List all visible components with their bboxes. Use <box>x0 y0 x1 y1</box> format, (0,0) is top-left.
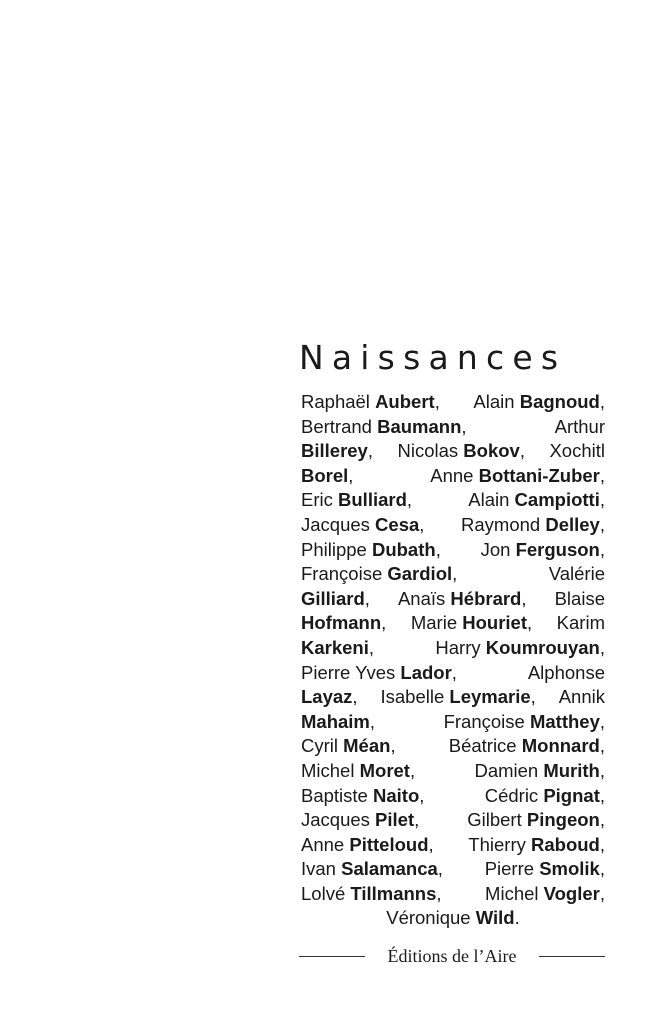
author-last-name: Dubath <box>371 538 436 560</box>
author-name <box>301 488 412 513</box>
separator: , <box>599 391 605 412</box>
author-first-name: Gilbert <box>467 809 522 831</box>
author-list <box>301 390 605 931</box>
author-first-name: Eric <box>301 489 333 511</box>
author-last-name: Layaz <box>301 686 353 708</box>
author-first-name: Véronique <box>386 907 471 929</box>
author-name <box>557 611 605 636</box>
author-line <box>301 882 605 907</box>
author-first-name: Baptiste <box>301 784 368 806</box>
author-last-name: Campiotti <box>514 489 600 511</box>
separator: , <box>428 833 434 855</box>
author-first-name: Karim <box>556 612 605 634</box>
author-name <box>301 833 434 858</box>
author-last-name: Pingeon <box>526 809 600 831</box>
author-last-name: Méan <box>343 735 391 757</box>
author-line <box>301 464 605 489</box>
author-name <box>435 636 605 661</box>
author-line <box>301 488 605 513</box>
author-last-name: Billerey <box>301 440 368 462</box>
author-line <box>301 587 605 612</box>
author-name <box>301 857 443 882</box>
author-last-name: Gilliard <box>301 587 365 609</box>
separator: , <box>599 489 605 511</box>
author-first-name: Lolvé <box>301 882 346 904</box>
separator: , <box>521 587 527 609</box>
author-name <box>485 882 605 907</box>
author-last-name: Bagnoud <box>519 391 600 412</box>
author-first-name: Anaïs <box>397 587 446 609</box>
author-line <box>301 513 605 538</box>
separator: , <box>406 489 413 511</box>
separator: , <box>599 858 605 880</box>
author-name <box>301 661 457 686</box>
author-first-name: Cédric <box>484 784 539 806</box>
right-rule <box>539 956 605 957</box>
separator: , <box>599 464 605 486</box>
author-line <box>301 906 605 931</box>
separator: , <box>599 636 605 658</box>
author-first-name: Xochitl <box>549 440 605 462</box>
author-first-name: Cyril <box>301 735 338 757</box>
author-name <box>398 587 527 612</box>
separator: , <box>451 661 457 683</box>
author-last-name: Bulliard <box>338 489 407 511</box>
author-name <box>301 734 396 759</box>
author-line <box>301 784 605 809</box>
author-name <box>467 808 605 833</box>
author-last-name: Gardiol <box>387 563 453 585</box>
author-line <box>301 636 605 661</box>
author-name <box>485 857 605 882</box>
author-first-name: Michel <box>485 882 539 904</box>
separator: , <box>435 538 441 560</box>
author-name <box>301 538 441 563</box>
author-last-name: Bottani-Zuber <box>478 464 600 486</box>
author-first-name: Valérie <box>548 563 605 585</box>
author-line <box>301 685 605 710</box>
author-last-name: Murith <box>543 759 600 781</box>
author-name <box>468 488 605 513</box>
author-first-name: Thierry <box>468 833 526 855</box>
author-last-name: Mahaim <box>301 710 370 732</box>
author-line <box>301 562 605 587</box>
author-last-name: Pilet <box>375 809 415 831</box>
separator: , <box>436 882 442 904</box>
author-line <box>301 390 605 415</box>
author-name <box>301 439 373 464</box>
separator: , <box>364 587 370 609</box>
author-name <box>301 808 419 833</box>
author-first-name: Jacques <box>301 513 370 535</box>
author-name <box>301 611 386 636</box>
separator: , <box>381 612 387 634</box>
author-last-name: Raboud <box>531 833 600 855</box>
book-title: Naissances <box>299 338 567 377</box>
author-first-name: Raymond <box>461 513 541 535</box>
author-name <box>301 513 424 538</box>
author-last-name: Lador <box>400 661 452 683</box>
separator: , <box>527 612 533 634</box>
author-name <box>301 562 457 587</box>
author-name <box>555 415 605 440</box>
author-first-name: Arthur <box>554 415 605 437</box>
separator: , <box>599 735 605 757</box>
author-name <box>449 734 605 759</box>
separator: , <box>599 809 605 831</box>
separator: , <box>419 513 425 535</box>
separator: , <box>599 882 605 904</box>
author-first-name: Alphonse <box>527 661 605 683</box>
author-last-name: Baumann <box>377 415 462 437</box>
author-name <box>301 710 375 735</box>
author-first-name: Bertrand <box>301 415 372 437</box>
author-name <box>386 906 520 931</box>
author-last-name: Delley <box>545 513 600 535</box>
author-first-name: Harry <box>435 636 481 658</box>
separator: , <box>599 710 605 732</box>
author-last-name: Pitteloud <box>349 833 429 855</box>
separator: , <box>437 858 443 880</box>
separator: , <box>530 686 536 708</box>
author-name <box>444 710 605 735</box>
author-name <box>549 562 605 587</box>
author-first-name: Françoise <box>301 563 383 585</box>
author-last-name: Monnard <box>521 735 600 757</box>
author-last-name: Hofmann <box>301 612 382 634</box>
author-name <box>301 636 374 661</box>
separator: , <box>519 440 525 462</box>
separator: , <box>419 784 425 806</box>
separator: , <box>599 513 605 535</box>
author-last-name: Leymarie <box>449 686 531 708</box>
author-last-name: Salamanca <box>341 858 438 880</box>
separator: , <box>352 686 358 708</box>
author-line <box>301 759 605 784</box>
author-name <box>397 439 525 464</box>
author-last-name: Houriet <box>462 612 527 634</box>
author-name <box>301 587 370 612</box>
author-name <box>485 784 605 809</box>
author-line <box>301 833 605 858</box>
author-name <box>461 513 605 538</box>
author-first-name: Alain <box>473 391 515 412</box>
author-last-name: Wild <box>475 907 515 929</box>
separator: , <box>461 415 467 437</box>
separator: , <box>599 833 605 855</box>
author-first-name: Philippe <box>301 538 367 560</box>
author-first-name: Jon <box>480 538 511 560</box>
author-name <box>528 661 605 686</box>
author-last-name: Bokov <box>463 440 520 462</box>
author-name <box>430 464 605 489</box>
author-line <box>301 661 605 686</box>
author-line <box>301 857 605 882</box>
author-first-name: Jacques <box>301 809 370 831</box>
author-name <box>481 538 605 563</box>
author-name <box>301 784 424 809</box>
author-name <box>301 759 415 784</box>
separator: , <box>367 440 373 462</box>
author-line <box>301 710 605 735</box>
separator: , <box>452 563 458 585</box>
separator: , <box>599 538 605 560</box>
author-name <box>474 759 605 784</box>
author-name <box>549 439 605 464</box>
author-first-name: Damien <box>474 759 539 781</box>
author-name <box>559 685 605 710</box>
author-line <box>301 808 605 833</box>
author-first-name: Alain <box>468 489 510 511</box>
author-name <box>301 882 442 907</box>
author-first-name: Anne <box>301 833 345 855</box>
author-last-name: Naito <box>373 784 420 806</box>
author-first-name: Anne <box>430 464 474 486</box>
separator: . <box>514 907 520 929</box>
author-last-name: Pignat <box>543 784 600 806</box>
author-first-name: Isabelle <box>380 686 445 708</box>
author-last-name: Vogler <box>543 882 600 904</box>
author-name <box>301 464 353 489</box>
separator: , <box>599 759 605 781</box>
separator: , <box>599 784 605 806</box>
author-first-name: Annik <box>558 686 605 708</box>
author-last-name: Ferguson <box>515 538 600 560</box>
author-last-name: Tillmanns <box>350 882 437 904</box>
publisher-name: Éditions de l’Aire <box>387 945 517 966</box>
author-name <box>301 390 440 415</box>
author-first-name: Marie <box>410 612 458 634</box>
author-line <box>301 538 605 563</box>
author-last-name: Karkeni <box>301 636 369 658</box>
publisher-imprint <box>299 944 605 968</box>
author-line <box>301 439 605 464</box>
author-first-name: Françoise <box>443 710 525 732</box>
author-name <box>380 685 535 710</box>
author-first-name: Pierre Yves <box>301 661 396 683</box>
author-last-name: Cesa <box>375 513 420 535</box>
author-last-name: Borel <box>301 464 349 486</box>
separator: , <box>409 759 416 781</box>
author-last-name: Moret <box>359 759 410 781</box>
separator: , <box>390 735 396 757</box>
left-rule <box>299 956 365 957</box>
author-line <box>301 734 605 759</box>
author-name <box>555 587 605 612</box>
author-last-name: Smolik <box>539 858 600 880</box>
author-name <box>301 685 358 710</box>
author-first-name: Michel <box>301 759 355 781</box>
author-name <box>411 611 532 636</box>
separator: , <box>348 464 354 486</box>
author-first-name: Ivan <box>301 858 336 880</box>
author-last-name: Aubert <box>375 391 435 412</box>
separator: , <box>434 391 440 412</box>
separator: , <box>369 710 376 732</box>
author-last-name: Matthey <box>529 710 600 732</box>
author-line <box>301 611 605 636</box>
author-first-name: Nicolas <box>397 440 459 462</box>
author-last-name: Hébrard <box>450 587 522 609</box>
author-name <box>473 390 605 415</box>
author-first-name: Raphaël <box>301 391 370 412</box>
author-first-name: Blaise <box>554 587 605 609</box>
author-first-name: Pierre <box>484 858 535 880</box>
author-line <box>301 415 605 440</box>
author-name <box>301 415 467 440</box>
author-last-name: Koumrouyan <box>485 636 600 658</box>
separator: , <box>414 809 420 831</box>
author-name <box>468 833 605 858</box>
author-first-name: Béatrice <box>448 735 517 757</box>
separator: , <box>368 636 375 658</box>
